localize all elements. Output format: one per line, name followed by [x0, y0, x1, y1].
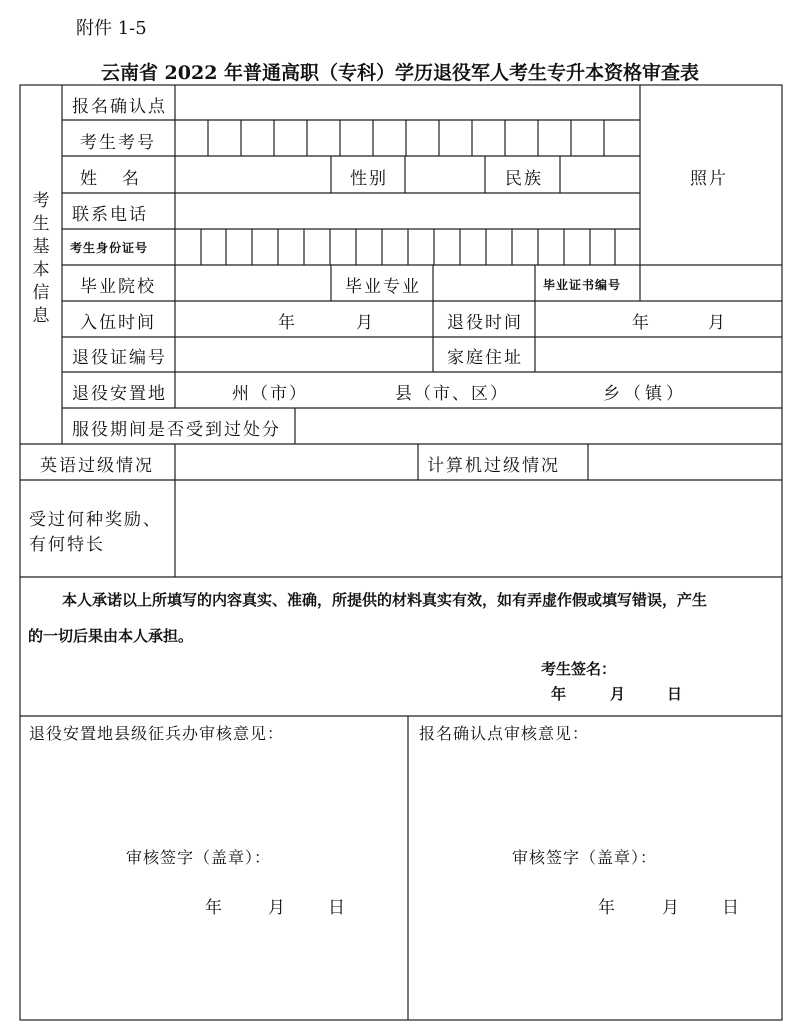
label-computer-level: 计算机过级情况 — [427, 456, 560, 476]
township-unit: 乡（镇） — [603, 384, 687, 404]
enlist-month: 月 — [356, 313, 375, 333]
label-discharge-cert-number: 退役证编号 — [72, 348, 167, 368]
form-title: 云南省 2022 年普通高职（专科）学历退役军人考生专升本资格审查表 — [100, 62, 700, 84]
label-graduated-school: 毕业院校 — [80, 277, 156, 297]
review-left-day: 日 — [328, 898, 347, 918]
county-unit: 县（市、区） — [395, 384, 509, 404]
candidate-signature-label: 考生签名： — [541, 660, 617, 678]
label-graduated-major: 毕业专业 — [345, 277, 421, 297]
pledge-date-year: 年 — [551, 685, 567, 703]
prefecture-unit: 州（市） — [232, 384, 308, 404]
review-right-year: 年 — [598, 898, 617, 918]
label-certificate-number: 毕业证书编号 — [543, 278, 622, 292]
label-punishment: 服役期间是否受到过处分 — [72, 420, 281, 440]
label-gender: 性别 — [350, 169, 388, 189]
label-home-address: 家庭住址 — [447, 348, 523, 368]
form-border — [20, 85, 782, 1020]
review-left-title: 退役安置地县级征兵办审核意见： — [29, 724, 285, 743]
review-right-signature: 审核签字（盖章）： — [512, 848, 658, 867]
label-enlist-time: 入伍时间 — [80, 313, 156, 333]
review-right-day: 日 — [722, 898, 741, 918]
enlist-year: 年 — [278, 313, 297, 333]
label-id-number: 考生身份证号 — [70, 241, 149, 255]
label-discharge-time: 退役时间 — [447, 313, 523, 333]
review-left-month: 月 — [268, 898, 287, 918]
pledge-date-day: 日 — [667, 685, 683, 703]
pledge-line2: 的一切后果由本人承担。 — [28, 627, 194, 645]
pledge-date-month: 月 — [610, 685, 626, 703]
photo-placeholder: 照片 — [690, 169, 728, 189]
review-left-signature: 审核签字（盖章）： — [126, 848, 272, 867]
label-awards-line1: 受过何种奖励、 — [29, 510, 162, 530]
label-ethnicity: 民族 — [505, 169, 543, 189]
label-awards-line2: 有何特长 — [29, 535, 105, 555]
review-right-month: 月 — [662, 898, 681, 918]
pledge-line1: 本人承诺以上所填写的内容真实、准确，所提供的材料真实有效，如有弄虚作假或填写错误，产生 — [62, 591, 708, 609]
attachment-number: 附件 1-5 — [76, 18, 147, 39]
review-left-year: 年 — [205, 898, 224, 918]
label-name: 姓 名 — [80, 169, 143, 189]
discharge-year: 年 — [632, 313, 651, 333]
section-label-basic-info: 考 生 基 本 信 息 — [32, 191, 50, 326]
label-english-level: 英语过级情况 — [40, 456, 154, 476]
label-exam-number: 考生考号 — [80, 133, 156, 153]
label-registration-point: 报名确认点 — [72, 97, 167, 117]
label-phone: 联系电话 — [72, 205, 148, 225]
label-resettlement-place: 退役安置地 — [72, 384, 167, 404]
review-right-title: 报名确认点审核意见： — [419, 724, 590, 743]
discharge-month: 月 — [708, 313, 727, 333]
